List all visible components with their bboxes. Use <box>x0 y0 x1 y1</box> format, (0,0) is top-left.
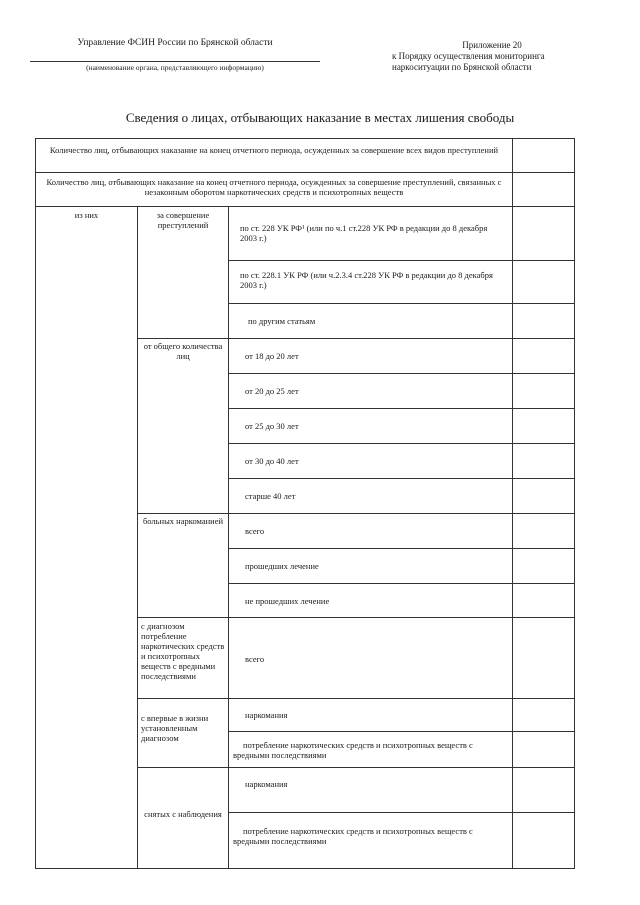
item-removed-addiction: наркомания <box>245 779 288 789</box>
item-sick-treated: прошедших лечение <box>245 561 319 571</box>
group-removed-label: снятых с наблюдения <box>144 809 222 819</box>
row-separator <box>35 172 575 173</box>
item-age-18-20: от 18 до 20 лет <box>245 351 299 361</box>
item-separator <box>228 583 575 584</box>
item-removed-use: потребление наркотических средств и психотропных веществ с вредными последствиями <box>233 826 473 846</box>
item-age-40-plus: старше 40 лет <box>245 491 296 501</box>
item-separator <box>228 478 575 479</box>
table-border-right <box>574 138 575 869</box>
item-other-articles: по другим статьям <box>248 316 316 326</box>
item-sick-not-treated: не прошедших лечение <box>245 596 330 606</box>
row-separator <box>35 206 575 207</box>
drug-crimes-convicted-label: Количество лиц, отбывающих наказание на конец отчетного периода, осужденных за совершение преступлений, связанных с незаконным оборотом наркотических средств и психотропных веществ <box>46 177 502 197</box>
total-convicted-label: Количество лиц, отбывающих наказание на конец отчетного периода, осужденных за совершение всех видов преступлений <box>49 145 499 155</box>
appendix-block <box>392 40 592 73</box>
item-separator <box>228 260 575 261</box>
group-crimes-label: за совершение преступлений <box>156 210 210 230</box>
item-separator <box>228 812 575 813</box>
item-art-228: по ст. 228 УК РФ¹ (или по ч.1 ст.228 УК РФ в редакции до 8 декабря 2003 г.) <box>240 223 488 243</box>
item-diagnosis-total: всего <box>245 654 265 664</box>
item-art-228-1: по ст. 228.1 УК РФ (или ч.2.3.4 ст.228 УК РФ в редакции до 8 декабря 2003 г.) <box>240 270 493 290</box>
organization-underline <box>30 61 320 62</box>
group-separator <box>137 513 575 514</box>
item-first-use: потребление наркотических средств и психотропных веществ с вредными последствиями <box>233 740 473 760</box>
organization-name: Управление ФСИН России по Брянской области <box>77 38 273 48</box>
item-separator <box>228 373 575 374</box>
item-separator <box>228 303 575 304</box>
column-separator <box>228 206 229 869</box>
group-separator <box>137 698 575 699</box>
item-separator <box>228 548 575 549</box>
group-sick-label: больных наркоманией <box>142 516 224 526</box>
of-them-label: из них <box>74 210 99 220</box>
item-separator <box>228 443 575 444</box>
column-separator <box>137 206 138 869</box>
item-age-20-25: от 20 до 25 лет <box>245 386 299 396</box>
item-separator <box>228 731 575 732</box>
item-sick-total: всего <box>245 526 265 536</box>
appendix-title: Приложение 20 <box>462 40 522 50</box>
item-separator <box>228 408 575 409</box>
page-title: Сведения о лицах, отбывающих наказание в местах лишения свободы <box>125 110 515 125</box>
group-separator <box>137 617 575 618</box>
item-age-25-30: от 25 до 30 лет <box>245 421 299 431</box>
item-age-30-40: от 30 до 40 лет <box>245 456 299 466</box>
value-column-separator <box>512 138 513 869</box>
item-first-addiction: наркомания <box>245 710 288 720</box>
group-age-label: от общего количества лиц <box>143 341 223 361</box>
group-diagnosis-label: с диагнозом потребление наркотических средств и психотропных веществ с вредными последствиями <box>141 621 225 681</box>
group-separator <box>137 767 575 768</box>
organization-caption: (наименование органа, представляющего информацию) <box>86 63 264 72</box>
appendix-line-3: наркоситуации по Брянской области <box>392 62 532 72</box>
group-separator <box>137 338 575 339</box>
group-first-time-label: с впервые в жизни установленным диагнозом <box>141 713 209 743</box>
table-border-bottom <box>35 868 575 869</box>
appendix-line-2: к Порядку осуществления мониторинга <box>392 51 545 61</box>
table-border-top <box>35 138 575 139</box>
table-border-left <box>35 138 36 869</box>
